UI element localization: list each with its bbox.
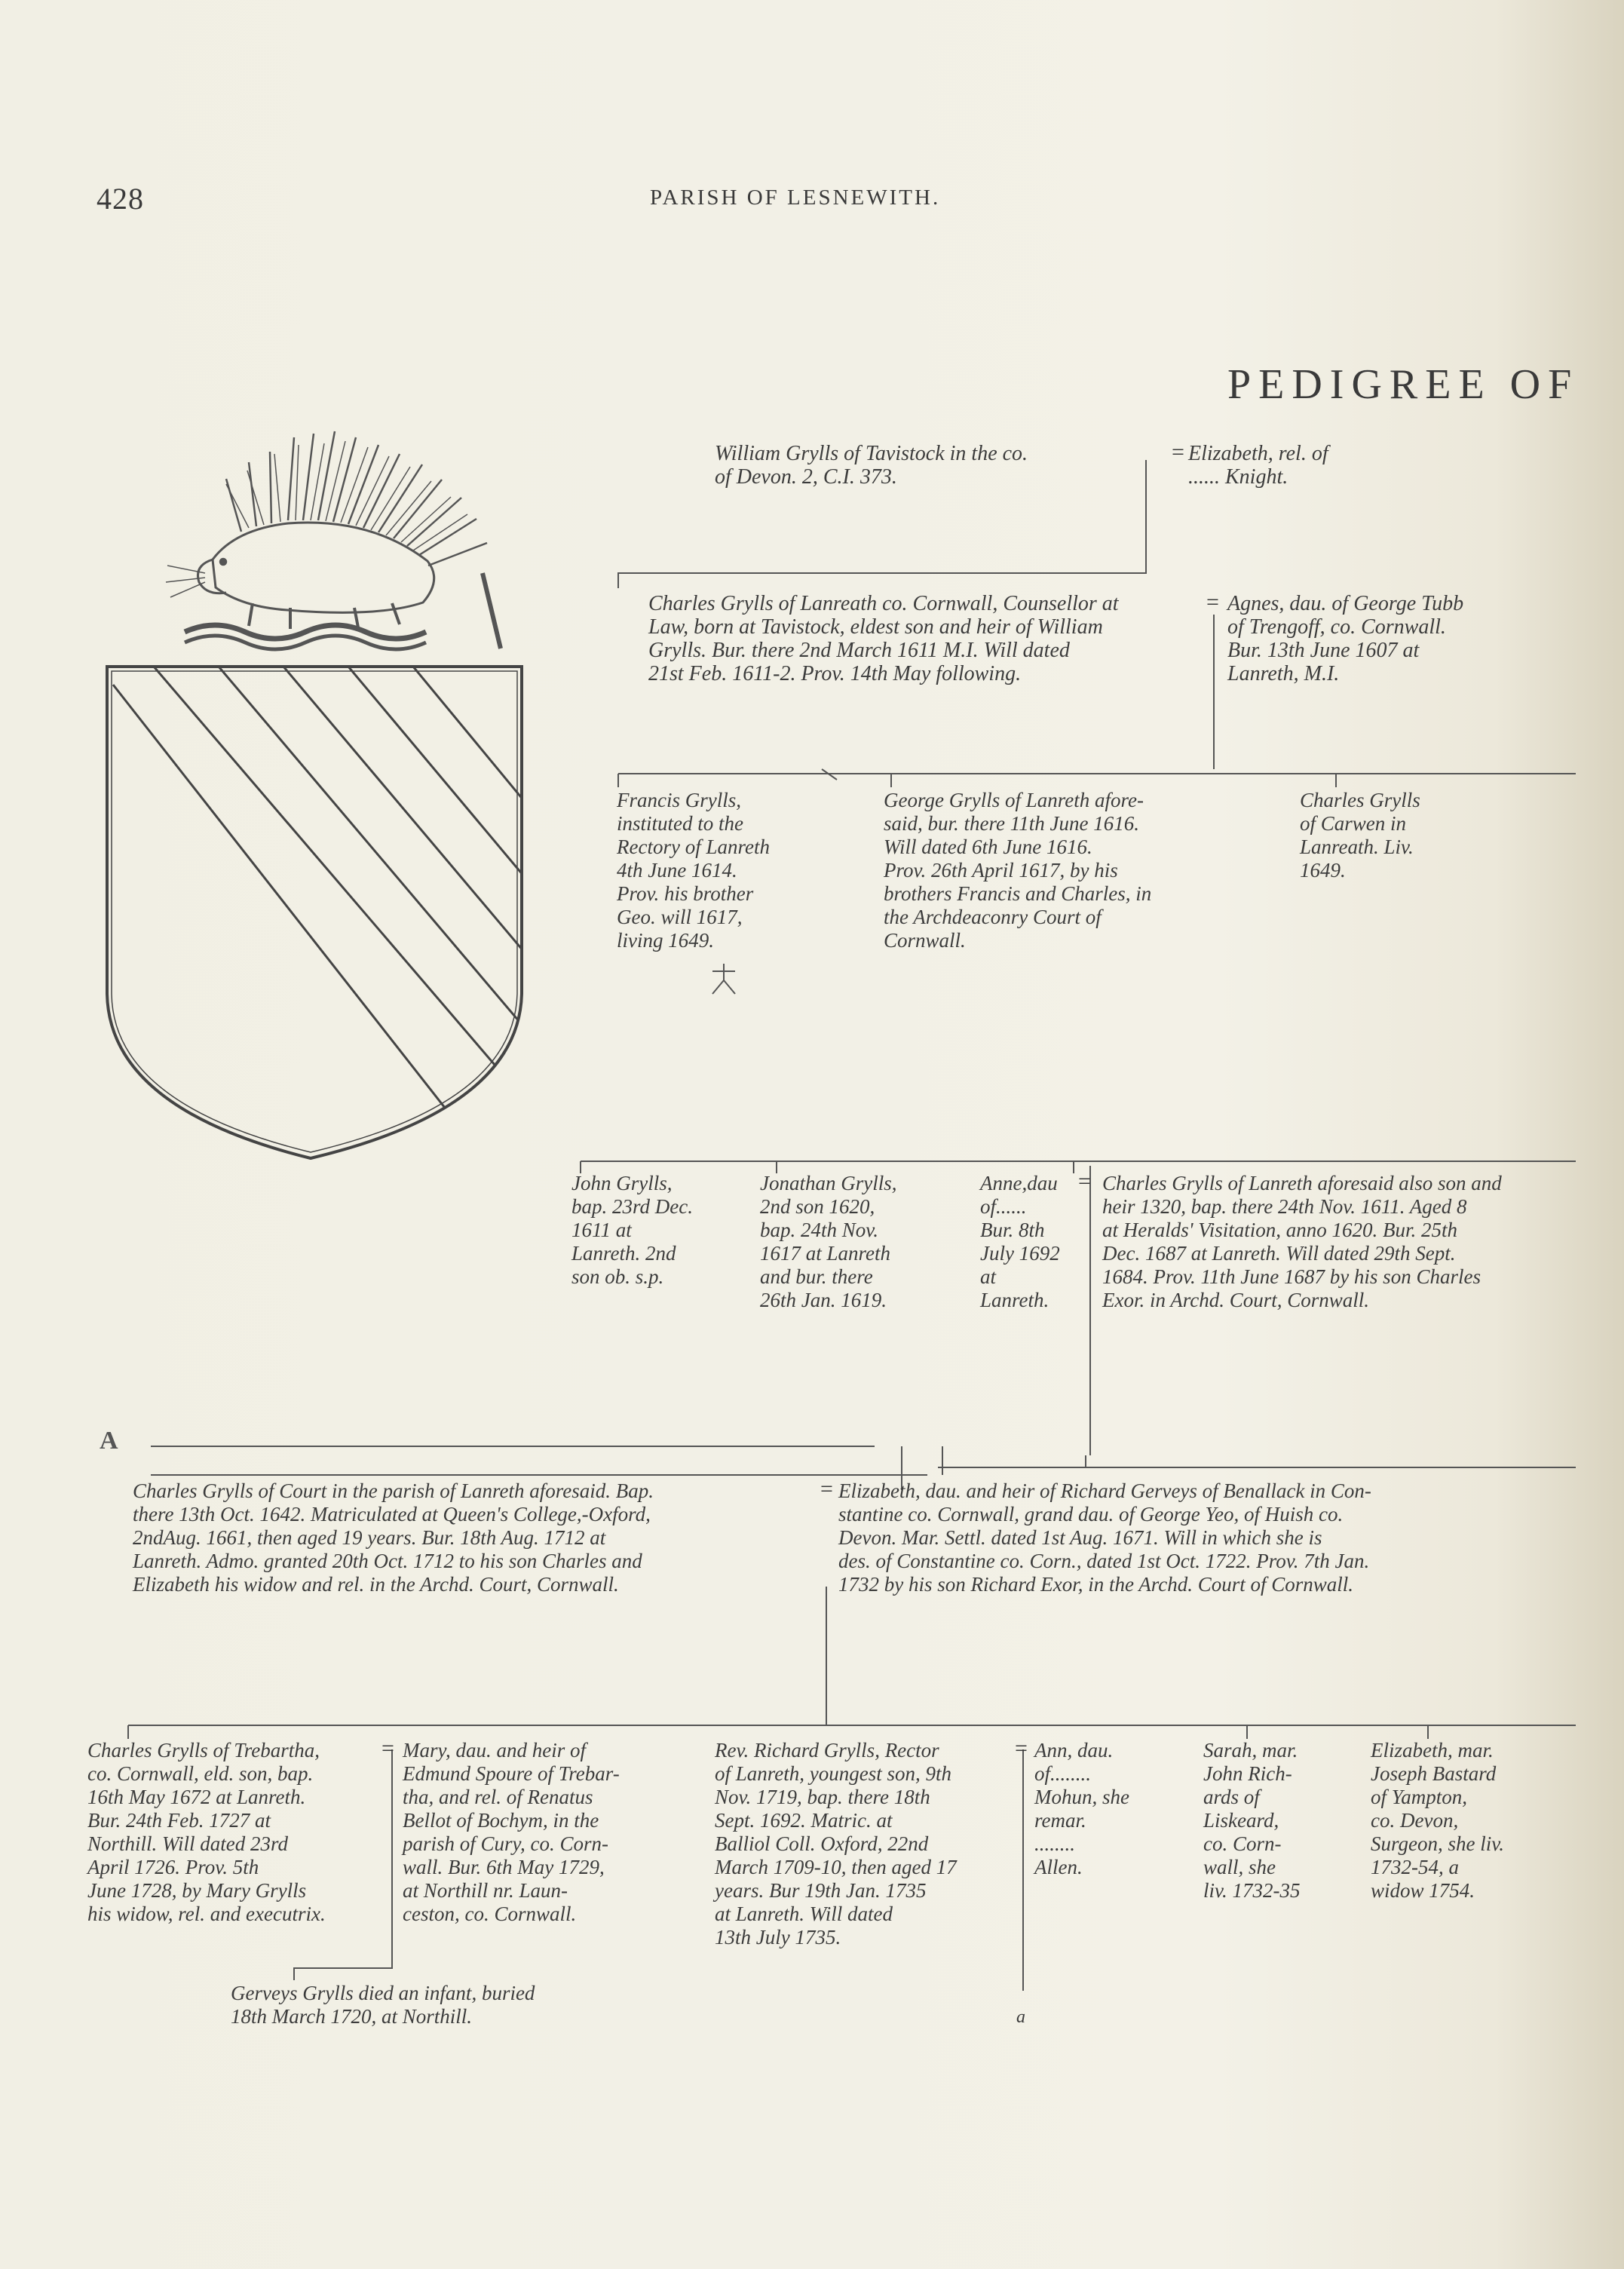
pedigree-title: PEDIGREE OF (1227, 361, 1580, 408)
text-line: there 13th Oct. 1642. Matriculated at Queen's College,-Oxford, (133, 1503, 651, 1525)
person-charles-grylls-court (133, 1479, 654, 1596)
marriage-sign: = (381, 1736, 394, 1761)
text-line: Lanreth. (980, 1289, 1049, 1311)
text-line: ceston, co. Cornwall. (403, 1903, 577, 1925)
person-william-grylls (715, 442, 1028, 489)
text-line: the Archdeaconry Court of (884, 906, 1102, 928)
text-line: Exor. in Archd. Court, Cornwall. (1102, 1289, 1370, 1311)
text-line: Nov. 1719, bap. there 18th (715, 1786, 930, 1808)
text-line: Bur. 24th Feb. 1727 at (87, 1809, 271, 1832)
person-sarah (1203, 1739, 1300, 1903)
text-line: 2nd son 1620, (760, 1195, 875, 1218)
text-line: at Heralds' Visitation, anno 1620. Bur. 25th (1102, 1219, 1458, 1241)
marriage-sign: = (1206, 590, 1219, 615)
person-charles-grylls-trebartha (87, 1739, 326, 1926)
text-line: July 1692 (980, 1242, 1060, 1265)
text-line: instituted to the (617, 812, 743, 835)
text-line: son ob. s.p. (571, 1265, 664, 1288)
text-line: Prov. his brother (617, 882, 754, 905)
footnote-mark: a (1016, 2007, 1025, 2027)
text-line: co. Cornwall, eld. son, bap. (87, 1762, 314, 1785)
text-line: co. Devon, (1371, 1809, 1459, 1832)
text-line: Charles Grylls of Trebartha, (87, 1739, 320, 1762)
text-line: Edmund Spoure of Trebar- (403, 1762, 620, 1785)
text-line: years. Bur 19th Jan. 1735 (715, 1879, 927, 1902)
text-line: 4th June 1614. (617, 859, 737, 882)
text-line: at Lanreth. Will dated (715, 1903, 893, 1925)
text-line: Lanreth. 2nd (571, 1242, 676, 1265)
porcupine-crest-icon (166, 431, 501, 649)
text-line: Sarah, mar. (1203, 1739, 1298, 1762)
text-line: ...... Knight. (1188, 465, 1288, 489)
continuation-letter: A (100, 1427, 118, 1455)
text-line: Elizabeth his widow and rel. in the Archd. Court, Cornwall. (133, 1573, 619, 1596)
text-line: of Lanreth, youngest son, 9th (715, 1762, 951, 1785)
text-line: Charles Grylls of Court in the parish of Lanreth aforesaid. Bap. (133, 1479, 654, 1502)
text-line: Mohun, she (1034, 1786, 1129, 1808)
text-line: stantine co. Cornwall, grand dau. of George Yeo, of Huish co. (838, 1503, 1344, 1525)
text-line: March 1709-10, then aged 17 (715, 1856, 957, 1878)
text-line: wall, she (1203, 1856, 1276, 1878)
text-line: Bellot of Bochym, in the (403, 1809, 599, 1832)
text-line: 2ndAug. 1661, then aged 19 years. Bur. 18th Aug. 1712 at (133, 1526, 606, 1549)
text-line: Cornwall. (884, 929, 966, 952)
text-line: heir 1320, bap. there 24th Nov. 1611. Aged 8 (1102, 1195, 1467, 1218)
person-jonathan-grylls (760, 1172, 897, 1312)
text-line: at (980, 1265, 997, 1288)
text-line: and bur. there (760, 1265, 873, 1288)
text-line: his widow, rel. and executrix. (87, 1903, 326, 1925)
marriage-sign: = (820, 1476, 833, 1501)
text-line: John Grylls, (571, 1172, 673, 1194)
person-ann-mohun (1034, 1739, 1129, 1879)
text-line: 26th Jan. 1619. (760, 1289, 887, 1311)
text-line: 1649. (1300, 859, 1346, 882)
text-line: Dec. 1687 at Lanreth. Will dated 29th Sept. (1102, 1242, 1456, 1265)
text-line: 18th March 1720, at Northill. (231, 2005, 473, 2028)
text-line: ........ (1034, 1832, 1075, 1855)
text-line: Charles Grylls of Lanreth aforesaid also son and (1102, 1172, 1502, 1194)
text-line: ards of (1203, 1786, 1260, 1808)
text-line: of Devon. 2, C.I. 373. (715, 465, 897, 489)
text-line: of Carwen in (1300, 812, 1407, 835)
text-line: Allen. (1034, 1856, 1083, 1878)
text-line: Gerveys Grylls died an infant, buried (231, 1982, 535, 2004)
text-line: Elizabeth, mar. (1371, 1739, 1494, 1762)
person-francis-grylls (617, 789, 770, 952)
person-mary-spoure (403, 1739, 620, 1926)
text-line: 1732 by his son Richard Exor, in the Archd. Court of Cornwall. (838, 1573, 1354, 1596)
person-charles-grylls-carwen (1300, 789, 1420, 882)
text-line: 13th July 1735. (715, 1926, 841, 1949)
text-line: of...... (980, 1195, 1027, 1218)
text-line: des. of Constantine co. Corn., dated 1st Oct. 1722. Prov. 7th Jan. (838, 1550, 1370, 1572)
text-line: Elizabeth, rel. of (1188, 442, 1328, 465)
text-line: living 1649. (617, 929, 714, 952)
person-elizabeth-bastard (1371, 1739, 1504, 1903)
text-line: Devon. Mar. Settl. dated 1st Aug. 1671. Will in which she is (838, 1526, 1322, 1549)
text-line: Liskeard, (1203, 1809, 1279, 1832)
text-line: Will dated 6th June 1616. (884, 836, 1092, 858)
text-line: liv. 1732-35 (1203, 1879, 1301, 1902)
bend-shield-icon (107, 667, 528, 1158)
text-line: of Trengoff, co. Cornwall. (1227, 615, 1446, 639)
person-anne (980, 1172, 1060, 1312)
text-line: bap. 24th Nov. (760, 1219, 878, 1241)
text-line: Joseph Bastard (1371, 1762, 1497, 1785)
text-line: Northill. Will dated 23rd (87, 1832, 289, 1855)
text-line: parish of Cury, co. Corn- (403, 1832, 609, 1855)
text-line: 1611 at (571, 1219, 632, 1241)
text-line: Lanreath. Liv. (1300, 836, 1414, 858)
text-line: tha, and rel. of Renatus (403, 1786, 593, 1808)
text-line: 1617 at Lanreth (760, 1242, 891, 1265)
person-rev-richard-grylls (715, 1739, 957, 1949)
text-line: Lanreth, M.I. (1227, 662, 1340, 685)
text-line: Law, born at Tavistock, eldest son and heir of William (648, 615, 1103, 639)
text-line: June 1728, by Mary Grylls (87, 1879, 307, 1902)
text-line: Bur. 8th (980, 1219, 1045, 1241)
text-line: Rectory of Lanreth (617, 836, 770, 858)
text-line: Surgeon, she liv. (1371, 1832, 1504, 1855)
text-line: Agnes, dau. of George Tubb (1227, 592, 1464, 615)
text-line: William Grylls of Tavistock in the co. (715, 442, 1028, 465)
text-line: Francis Grylls, (617, 789, 741, 811)
text-line: co. Corn- (1203, 1832, 1282, 1855)
person-george-grylls (884, 789, 1151, 952)
text-line: Grylls. Bur. there 2nd March 1611 M.I. Will dated (648, 639, 1070, 662)
text-line: John Rich- (1203, 1762, 1292, 1785)
person-elizabeth-wife-of-william (1188, 442, 1328, 489)
text-line: Prov. 26th April 1617, by his (884, 859, 1118, 882)
text-line: bap. 23rd Dec. (571, 1195, 693, 1218)
text-line: April 1726. Prov. 5th (87, 1856, 259, 1878)
text-line: wall. Bur. 6th May 1729, (403, 1856, 605, 1878)
marriage-sign: = (1078, 1169, 1091, 1194)
person-gerveys-grylls (231, 1982, 535, 2028)
person-agnes-tubb (1227, 592, 1463, 685)
person-john-grylls (571, 1172, 693, 1289)
text-line: of Yampton, (1371, 1786, 1468, 1808)
text-line: Lanreth. Admo. granted 20th Oct. 1712 to his son Charles and (133, 1550, 642, 1572)
person-charles-grylls-heir (1102, 1172, 1502, 1312)
text-line: Bur. 13th June 1607 at (1227, 639, 1420, 662)
marriage-sign: = (1172, 440, 1184, 465)
running-head: PARISH OF LESNEWITH. (650, 186, 941, 210)
text-line: 1732-54, a (1371, 1856, 1459, 1878)
text-line: George Grylls of Lanreth afore- (884, 789, 1144, 811)
person-elizabeth-gerveys (838, 1479, 1371, 1596)
text-line: 21st Feb. 1611-2. Prov. 14th May following. (648, 662, 1022, 685)
text-line: Mary, dau. and heir of (403, 1739, 586, 1762)
text-line: remar. (1034, 1809, 1086, 1832)
text-line: Balliol Coll. Oxford, 22nd (715, 1832, 929, 1855)
text-line: Charles Grylls of Lanreath co. Cornwall, Counsellor at (648, 592, 1119, 615)
text-line: Rev. Richard Grylls, Rector (715, 1739, 939, 1762)
person-charles-grylls-lanreath (648, 592, 1119, 685)
text-line: 1684. Prov. 11th June 1687 by his son Charles (1102, 1265, 1481, 1288)
text-line: of........ (1034, 1762, 1092, 1785)
text-line: brothers Francis and Charles, in (884, 882, 1152, 905)
page-number: 428 (97, 182, 144, 216)
text-line: Ann, dau. (1034, 1739, 1114, 1762)
text-line: widow 1754. (1371, 1879, 1475, 1902)
marriage-sign: = (1015, 1736, 1028, 1761)
text-line: at Northill nr. Laun- (403, 1879, 568, 1902)
text-line: Geo. will 1617, (617, 906, 743, 928)
text-line: Anne,dau (980, 1172, 1058, 1194)
text-line: Elizabeth, dau. and heir of Richard Gerveys of Benallack in Con- (838, 1479, 1371, 1502)
text-line: said, bur. there 11th June 1616. (884, 812, 1139, 835)
text-line: Charles Grylls (1300, 789, 1420, 811)
text-line: Sept. 1692. Matric. at (715, 1809, 893, 1832)
text-line: 16th May 1672 at Lanreth. (87, 1786, 306, 1808)
text-line: Jonathan Grylls, (760, 1172, 897, 1194)
